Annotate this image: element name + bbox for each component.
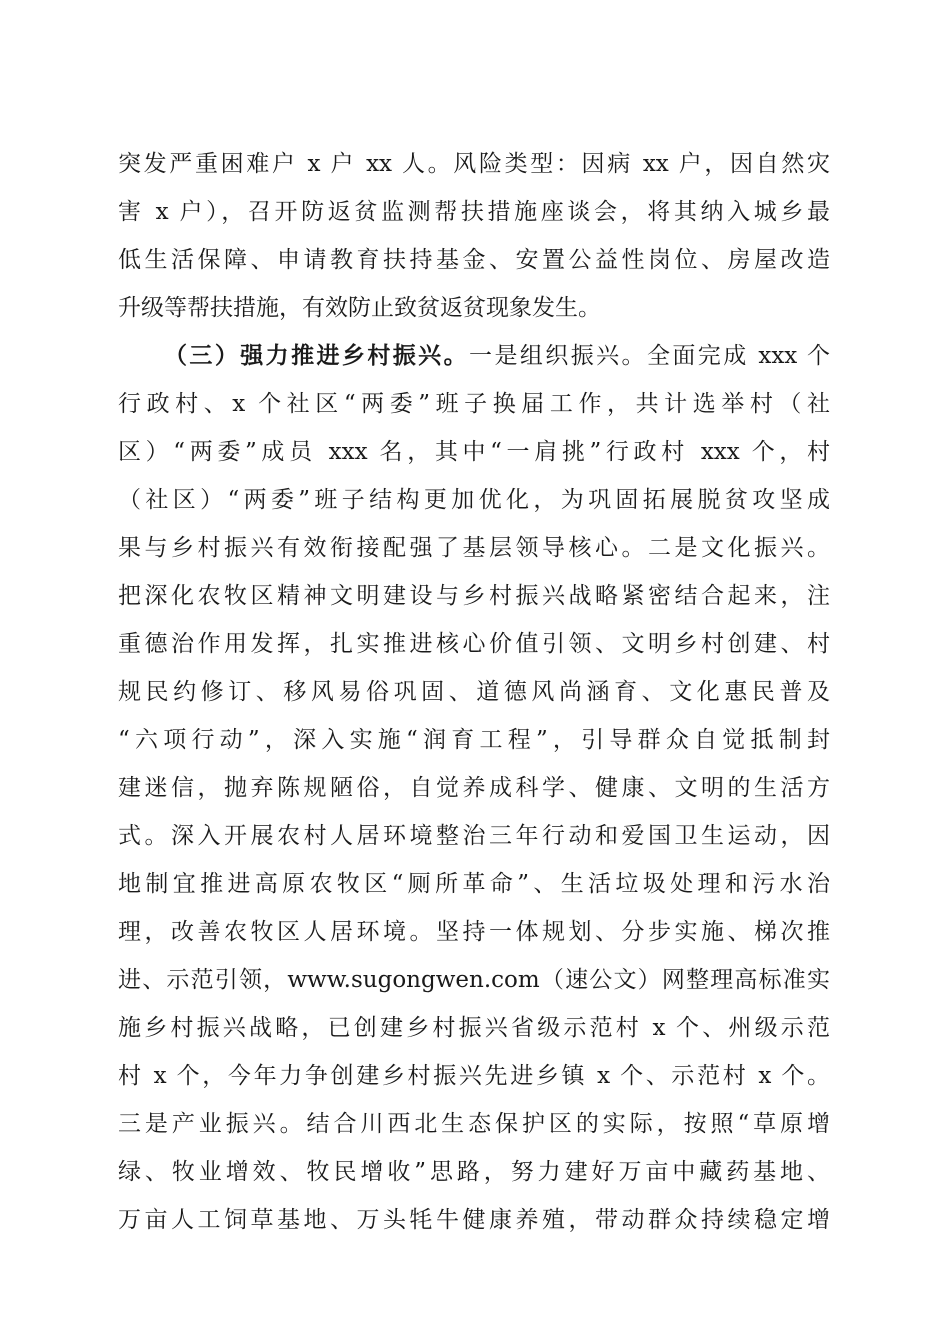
- paragraph-2-line-7: 重德治作用发挥，扎实推进核心价值引领、文明乡村创建、村: [118, 631, 830, 657]
- paragraph-2-line-14: 进、示范引领，www.sugongwen.com（速公文）网整理高标准实: [118, 967, 830, 993]
- section-heading: （三）强力推进乡村振兴。: [164, 342, 470, 369]
- paragraph-2-line-3: 区）“两委”成员 xxx 名，其中“一肩挑”行政村 xxx 个，村: [118, 439, 830, 465]
- paragraph-2-line-10: 建迷信，抛弃陈规陋俗，自觉养成科学、健康、文明的生活方: [118, 775, 830, 801]
- paragraph-2-line-15: 施乡村振兴战略，已创建乡村振兴省级示范村 x 个、州级示范: [118, 1015, 830, 1041]
- paragraph-2-line-11: 式。深入开展农村人居环境整治三年行动和爱国卫生运动，因: [118, 823, 830, 849]
- paragraph-1-line-4: 升级等帮扶措施，有效防止致贫返贫现象发生。: [118, 295, 601, 321]
- paragraph-2-line-1-text: 一是组织振兴。全面完成 xxx 个: [469, 343, 830, 369]
- paragraph-2-line-6: 把深化农牧区精神文明建设与乡村振兴战略紧密结合起来，注: [118, 583, 830, 609]
- paragraph-1-line-1: 突发严重困难户 x 户 xx 人。风险类型：因病 xx 户，因自然灾: [118, 151, 830, 177]
- paragraph-2-line-2: 行政村、x 个社区“两委”班子换届工作，共计选举村（社: [118, 391, 830, 417]
- paragraph-2-line-13: 理，改善农牧区人居环境。坚持一体规划、分步实施、梯次推: [118, 919, 830, 945]
- paragraph-2-line-8: 规民约修订、移风易俗巩固、道德风尚涵育、文化惠民普及: [118, 679, 830, 705]
- paragraph-2-line-5: 果与乡村振兴有效衔接配强了基层领导核心。二是文化振兴。: [118, 535, 830, 561]
- paragraph-2-line-1: [118, 332, 830, 380]
- paragraph-2-line-4: （社区）“两委”班子结构更加优化，为巩固拓展脱贫攻坚成: [118, 487, 830, 513]
- paragraph-1-line-3: 低生活保障、申请教育扶持基金、安置公益性岗位、房屋改造: [118, 247, 830, 273]
- paragraph-2-line-9: “六项行动”，深入实施“润育工程”，引导群众自觉抵制封: [118, 727, 830, 753]
- paragraph-2-line-17: 三是产业振兴。结合川西北生态保护区的实际，按照“草原增: [118, 1111, 830, 1137]
- paragraph-2-line-19: 万亩人工饲草基地、万头牦牛健康养殖，带动群众持续稳定增: [118, 1207, 830, 1233]
- body-text: [118, 140, 830, 1244]
- paragraph-2-line-16: 村 x 个，今年力争创建乡村振兴先进乡镇 x 个、示范村 x 个。: [118, 1063, 830, 1089]
- paragraph-2-line-12: 地制宜推进高原农牧区“厕所革命”、生活垃圾处理和污水治: [118, 871, 830, 897]
- paragraph-2-line-18: 绿、牧业增效、牧民增收”思路，努力建好万亩中藏药基地、: [118, 1159, 830, 1185]
- paragraph-1-line-2: 害 x 户），召开防返贫监测帮扶措施座谈会，将其纳入城乡最: [118, 199, 830, 225]
